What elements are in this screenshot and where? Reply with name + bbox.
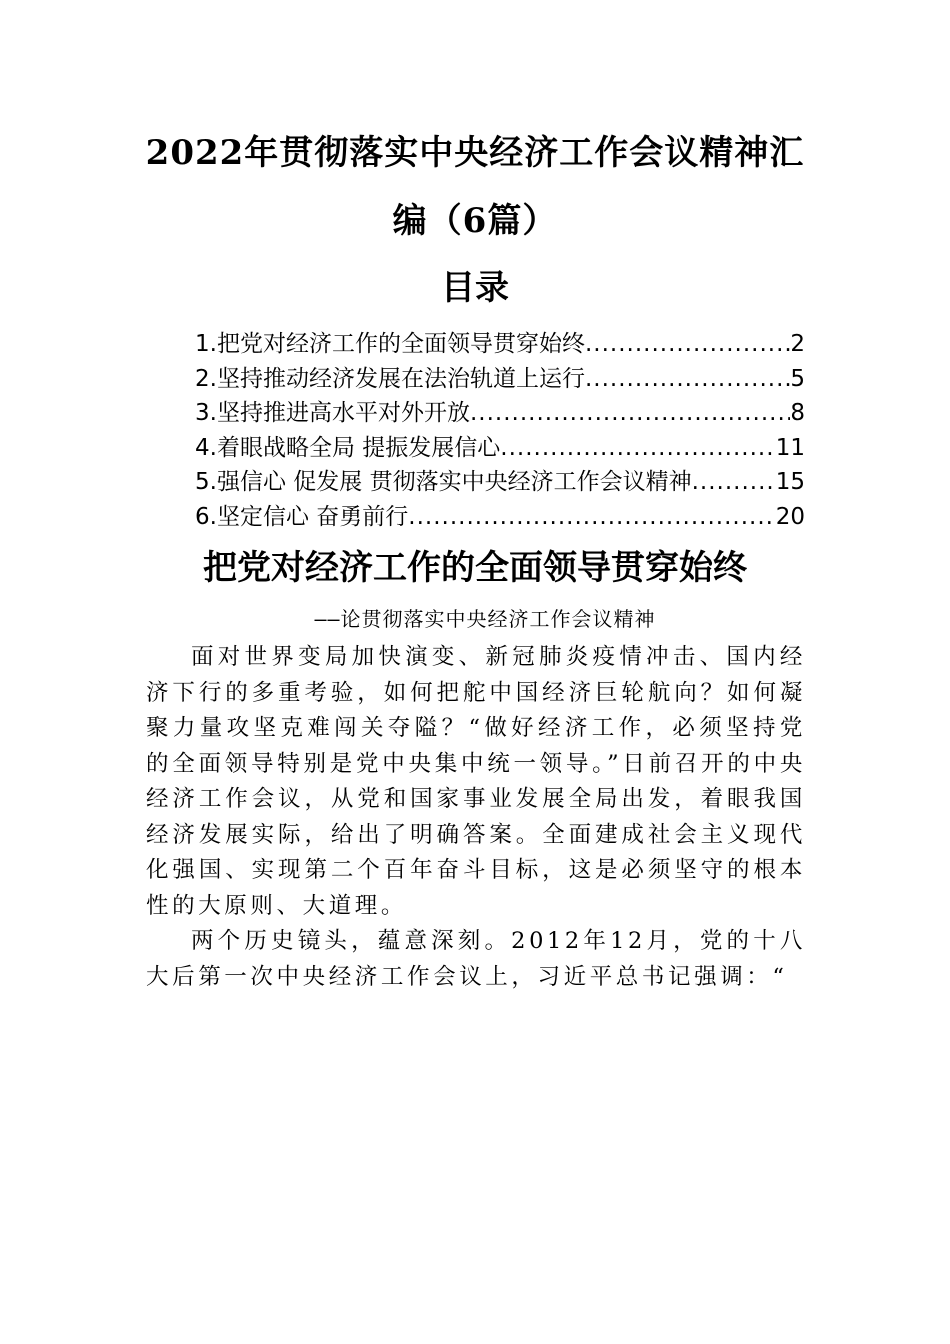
toc-entry-page: 5: [790, 365, 805, 392]
article-paragraph: 两个历史镜头，蕴意深刻。2012年12月，党的十八大后第一次中央经济工作会议上，习近平总书记强调：“: [146, 928, 806, 990]
toc-entry-title: 2.坚持推动经济发展在法治轨道上运行: [195, 365, 585, 392]
toc-dot-leader: [470, 396, 790, 431]
article-subtitle: ——论贯彻落实中央经济工作会议精神: [314, 607, 656, 631]
toc-entry-page: 2: [790, 331, 805, 357]
toc-entry[interactable]: [195, 396, 805, 431]
toc-entry[interactable]: [195, 327, 805, 362]
toc-dot-leader: [692, 465, 776, 500]
article-paragraph: 面对世界变局加快演变、新冠肺炎疫情冲击、国内经济下行的多重考验，如何把舵中国经济巨轮航向？如何凝聚力量攻坚克难闯关夺隘？“做好经济工作，必须坚持党的全面领导特别是党中央集中统一领导。”日前召开的中央经济工作会议，从党和国家事业发展全局出发，着眼我国经济发展实际，给出了明确答案。全面建成社会主义现代化强国、实现第二个百年奋斗目标，这是必须坚守的根本性的大原则、大道理。: [146, 644, 806, 919]
toc-entry[interactable]: [195, 362, 805, 397]
toc-dot-leader: [500, 431, 775, 466]
table-of-contents: [195, 327, 805, 534]
toc-entry-page: 8: [790, 400, 805, 426]
toc-dot-leader: [585, 362, 790, 397]
toc-entry[interactable]: [195, 431, 805, 466]
document-title-line-2: 编（6篇）: [392, 201, 558, 241]
toc-entry-title: 4.着眼战略全局 提振发展信心: [195, 434, 501, 461]
toc-heading: 目录: [441, 268, 509, 308]
toc-entry-title: 3.坚持推进高水平对外开放: [195, 400, 470, 426]
toc-dot-leader: [585, 327, 790, 362]
toc-entry[interactable]: [195, 465, 805, 500]
toc-entry-title: 5.强信心 促发展 贯彻落实中央经济工作会议精神: [195, 469, 692, 495]
document-title-line-1: 2022年贯彻落实中央经济工作会议精神汇: [145, 133, 805, 173]
toc-entry-title: 6.坚定信心 奋勇前行: [195, 503, 409, 530]
toc-entry-page: 15: [775, 469, 805, 495]
toc-entry-page: 11: [775, 434, 805, 461]
article-title: 把党对经济工作的全面领导贯穿始终: [203, 548, 747, 588]
toc-entry-page: 20: [775, 503, 805, 530]
toc-entry-title: 1.把党对经济工作的全面领导贯穿始终: [195, 331, 585, 357]
toc-entry[interactable]: [195, 500, 805, 535]
toc-dot-leader: [408, 500, 775, 535]
article-body: [146, 640, 806, 995]
